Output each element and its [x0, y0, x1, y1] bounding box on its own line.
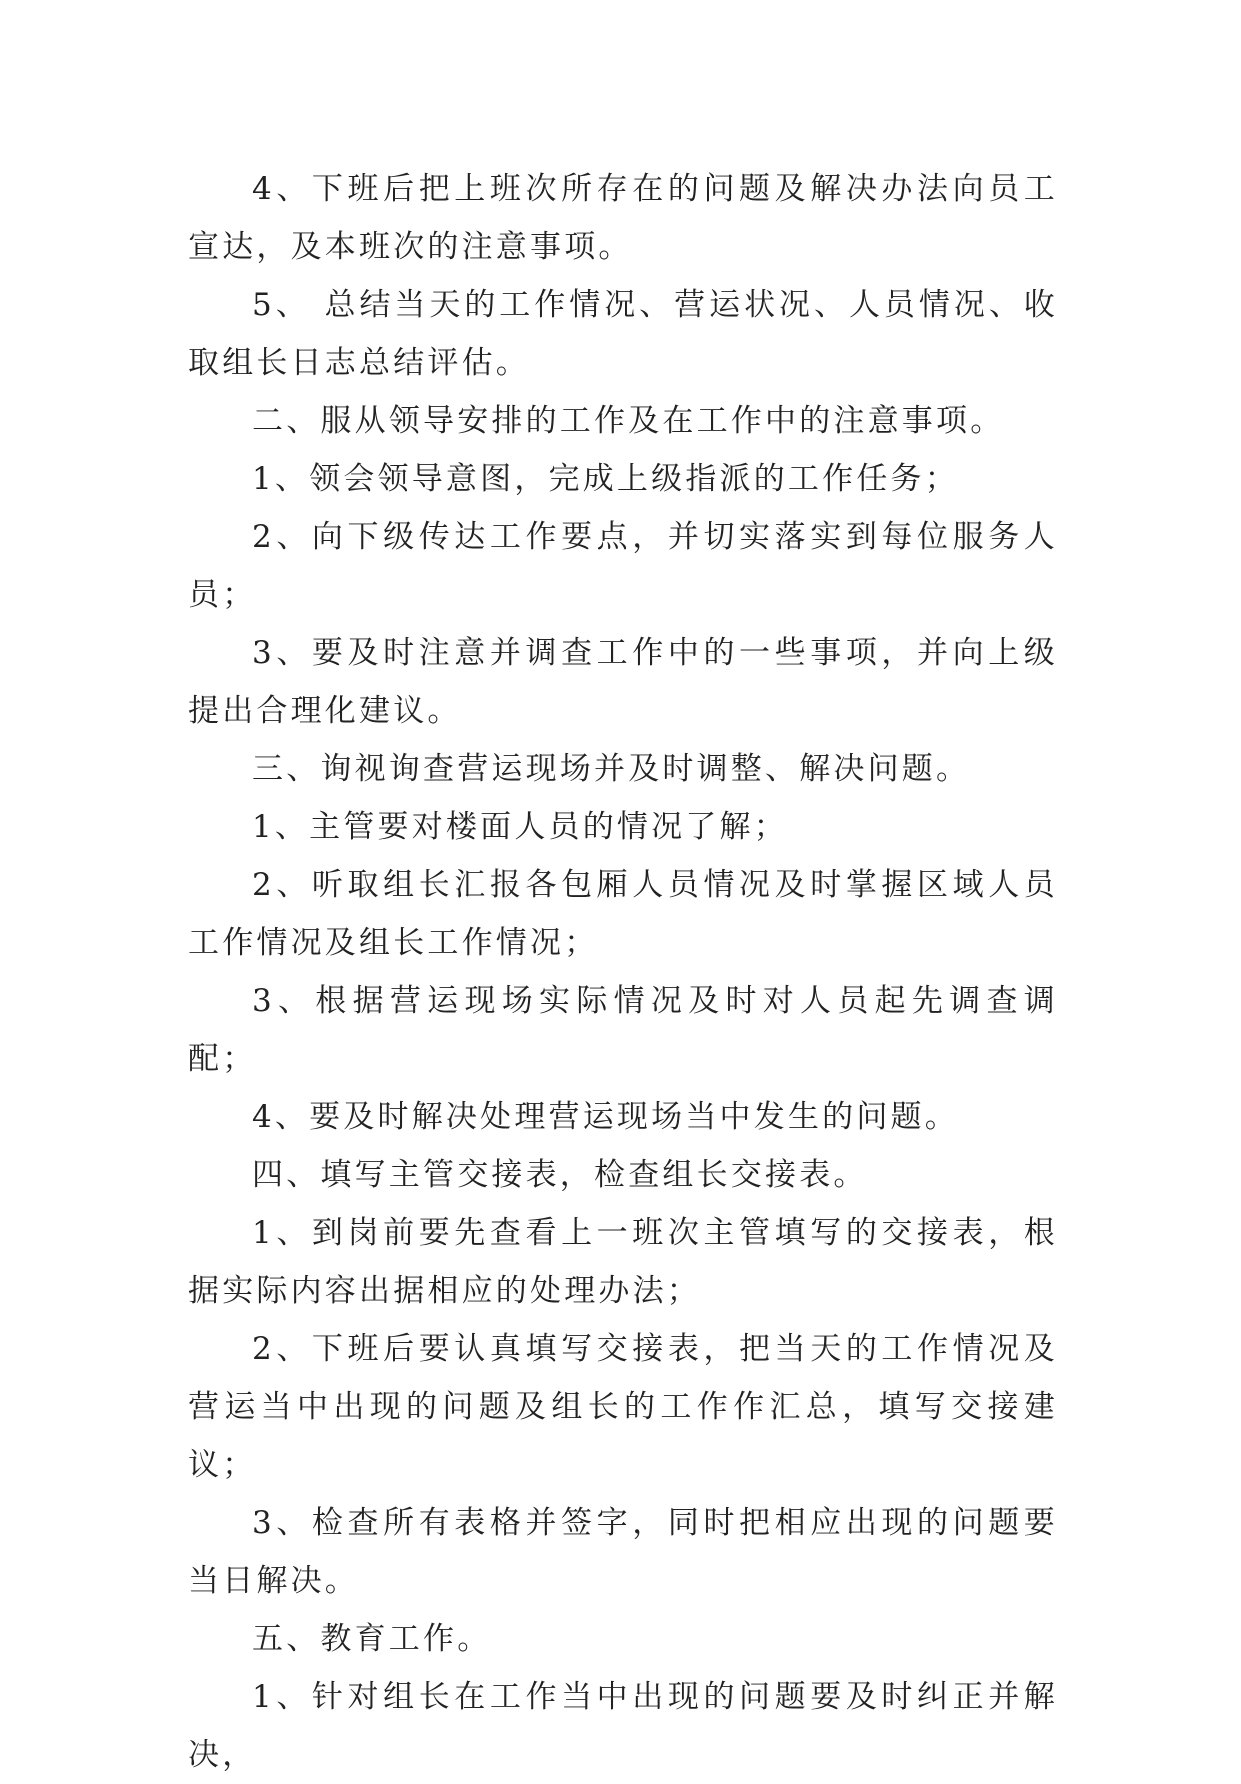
paragraph-item: 3、检查所有表格并签字，同时把相应出现的问题要当日解决。	[188, 1505, 1058, 1599]
paragraph-item: 1、到岗前要先查看上一班次主管填写的交接表，根据实际内容出据相应的处理办法；	[188, 1215, 1058, 1309]
section-heading-5: 五、教育工作。	[252, 1621, 492, 1657]
paragraph-item: 2、下班后要认真填写交接表，把当天的工作情况及营运当中出现的问题及组长的工作作汇总，填写交接建议；	[188, 1331, 1058, 1483]
paragraph-item-5-daily-summary: 5、 总结当天的工作情况、营运状况、人员情况、收取组长日志总结评估。	[188, 287, 1058, 381]
paragraph-item: 3、根据营运现场实际情况及时对人员起先调查调配；	[188, 983, 1058, 1077]
paragraph-item: 1、针对组长在工作当中出现的问题要及时纠正并解决，	[188, 1679, 1058, 1773]
paragraph-item: 1、主管要对楼面人员的情况了解；	[252, 809, 788, 845]
section-heading-2: 二、服从领导安排的工作及在工作中的注意事项。	[252, 403, 1005, 439]
paragraph-item: 2、听取组长汇报各包厢人员情况及时掌握区域人员工作情况及组长工作情况；	[188, 867, 1058, 961]
paragraph-item: 3、要及时注意并调查工作中的一些事项，并向上级提出合理化建议。	[188, 635, 1058, 729]
document-body	[188, 160, 1058, 1784]
paragraph-item-4-shift-handover: 4、下班后把上班次所存在的问题及解决办法向员工宣达，及本班次的注意事项。	[188, 171, 1058, 265]
section-heading-4: 四、填写主管交接表，检查组长交接表。	[252, 1157, 868, 1193]
paragraph-item: 2、向下级传达工作要点，并切实落实到每位服务人员；	[188, 519, 1058, 613]
paragraph-item: 1、领会领导意图，完成上级指派的工作任务；	[252, 461, 959, 497]
paragraph-item: 4、要及时解决处理营运现场当中发生的问题。	[252, 1099, 959, 1135]
section-heading-3: 三、询视询查营运现场并及时调整、解决问题。	[252, 751, 971, 787]
